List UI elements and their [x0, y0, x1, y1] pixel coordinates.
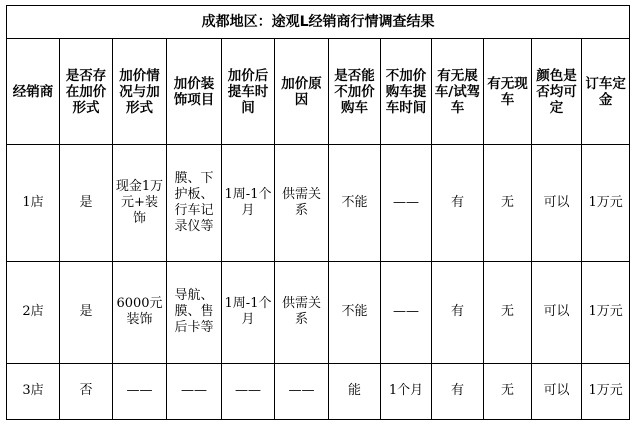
cell-decoration-items: 导航、膜、售后卡等 — [167, 261, 222, 363]
cell-markup-reason: 供需关系 — [275, 261, 329, 363]
header-markup-reason: 加价原因 — [275, 39, 329, 145]
cell-pickup-time-no-markup: —— — [381, 145, 432, 261]
title-row — [7, 6, 630, 39]
table-title: 成都地区：途观L经销商行情调查结果 — [7, 6, 630, 39]
cell-display-car: 有 — [432, 261, 484, 363]
cell-has-markup: 是 — [60, 261, 113, 363]
cell-display-car: 有 — [432, 363, 484, 419]
cell-dealer: 3店 — [7, 363, 60, 419]
cell-deposit: 1万元 — [582, 363, 630, 419]
cell-pickup-time-no-markup: —— — [381, 261, 432, 363]
cell-markup-form: —— — [113, 363, 167, 419]
table-row — [7, 261, 630, 363]
header-display-car: 有无展车/试驾车 — [432, 39, 484, 145]
header-deposit: 订车定金 — [582, 39, 630, 145]
cell-has-markup: 是 — [60, 145, 113, 261]
cell-pickup-time-no-markup: 1个月 — [381, 363, 432, 419]
header-dealer: 经销商 — [7, 39, 60, 145]
cell-pickup-time-markup: —— — [222, 363, 275, 419]
header-color-choice: 颜色是否均可定 — [532, 39, 582, 145]
cell-deposit: 1万元 — [582, 261, 630, 363]
cell-color-choice: 可以 — [532, 145, 582, 261]
cell-color-choice: 可以 — [532, 363, 582, 419]
cell-deposit: 1万元 — [582, 145, 630, 261]
cell-stock-car: 无 — [484, 145, 532, 261]
cell-dealer: 1店 — [7, 145, 60, 261]
header-pickup-time-markup: 加价后提车时间 — [222, 39, 275, 145]
cell-pickup-time-markup: 1周-1个月 — [222, 261, 275, 363]
cell-buy-without-markup: 不能 — [329, 145, 381, 261]
cell-buy-without-markup: 能 — [329, 363, 381, 419]
table-row — [7, 363, 630, 419]
cell-has-markup: 否 — [60, 363, 113, 419]
survey-table — [6, 5, 630, 420]
table-row — [7, 145, 630, 261]
cell-stock-car: 无 — [484, 363, 532, 419]
header-buy-without-markup: 是否能不加价购车 — [329, 39, 381, 145]
header-stock-car: 有无现车 — [484, 39, 532, 145]
cell-markup-reason: 供需关系 — [275, 145, 329, 261]
cell-markup-form: 6000元装饰 — [113, 261, 167, 363]
cell-markup-form: 现金1万元+装饰 — [113, 145, 167, 261]
header-decoration-items: 加价装饰项目 — [167, 39, 222, 145]
cell-dealer: 2店 — [7, 261, 60, 363]
cell-pickup-time-markup: 1周-1个月 — [222, 145, 275, 261]
header-has-markup: 是否存在加价形式 — [60, 39, 113, 145]
cell-buy-without-markup: 不能 — [329, 261, 381, 363]
header-row — [7, 39, 630, 145]
cell-stock-car: 无 — [484, 261, 532, 363]
cell-color-choice: 可以 — [532, 261, 582, 363]
cell-markup-reason: —— — [275, 363, 329, 419]
header-markup-form: 加价情况与加形式 — [113, 39, 167, 145]
cell-display-car: 有 — [432, 145, 484, 261]
cell-decoration-items: —— — [167, 363, 222, 419]
cell-decoration-items: 膜、下护板、行车记录仪等 — [167, 145, 222, 261]
header-pickup-time-no-markup: 不加价购车提车时间 — [381, 39, 432, 145]
